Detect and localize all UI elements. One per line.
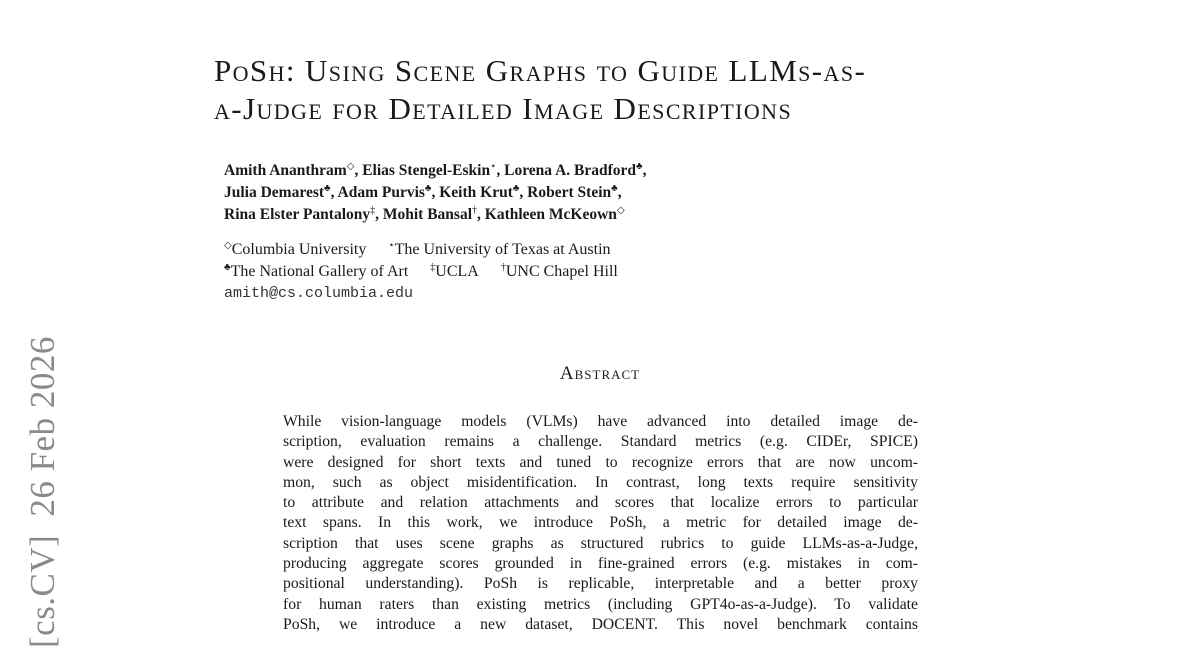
- arxiv-category: [cs.CV]: [23, 534, 62, 648]
- abstract-heading: Abstract: [559, 363, 641, 384]
- author: Adam Purvis♣,: [337, 183, 440, 201]
- affiliation-columbia: ◇Columbia University: [224, 240, 367, 258]
- affiliation-ucla: ‡UCLA: [430, 262, 479, 280]
- abstract-line: While vision-language models (VLMs) have advanced into detailed image de-: [283, 413, 918, 430]
- author: Robert Stein♣,: [527, 183, 622, 201]
- abstract-line: scription that uses scene graphs as structured rubrics to guide LLMs-as-a-Judge,: [283, 534, 918, 552]
- abstract-body: [283, 412, 918, 635]
- author: Amith Ananthram◇,: [224, 161, 363, 179]
- arxiv-date: 26 Feb 2026: [23, 336, 62, 517]
- author: Lorena A. Bradford♣,: [504, 161, 647, 179]
- abstract-line: to attribute and relation attachments and scores that localize errors to particular: [283, 494, 918, 512]
- paper-title: [214, 52, 1014, 128]
- abstract-line: mon, such as object misidentification. In contrast, long texts require sensitivity: [283, 473, 918, 491]
- abstract-line: text spans. In this work, we introduce PoSh, a metric for detailed image de-: [283, 514, 918, 532]
- author: Kathleen McKeown◇: [484, 205, 625, 223]
- paper-title-line-2: a-Judge for Detailed Image Descriptions: [214, 91, 793, 126]
- author-list: [224, 160, 864, 226]
- author: Julia Demarest♣,: [224, 183, 338, 201]
- affiliation-nga: ♣The National Gallery of Art: [224, 262, 409, 280]
- abstract-line: producing aggregate scores grounded in fine-grained errors (e.g. mistakes in com-: [283, 555, 918, 573]
- abstract-line: PoSh, we introduce a new dataset, DOCENT. This novel benchmark contains: [283, 615, 918, 633]
- affiliation-unc: †UNC Chapel Hill: [500, 262, 618, 280]
- author: Keith Krut♣,: [439, 183, 528, 201]
- affiliations: [224, 239, 824, 305]
- abstract-line: positional understanding). PoSh is replicable, interpretable and a better proxy: [283, 575, 918, 593]
- abstract-line: were designed for short texts and tuned to recognize errors that are now uncom-: [283, 453, 918, 471]
- author: Elias Stengel-Eskin⋆,: [362, 161, 505, 179]
- affiliation-texas: ⋆The University of Texas at Austin: [388, 240, 611, 258]
- abstract-line: for human raters than existing metrics (including GPT4o-as-a-Judge). To validate: [283, 595, 918, 613]
- author: Rina Elster Pantalony‡,: [224, 205, 383, 223]
- author-email[interactable]: amith@cs.columbia.edu: [224, 285, 414, 302]
- abstract-line: scription, evaluation remains a challenge. Standard metrics (e.g. CIDEr, SPICE): [283, 433, 918, 451]
- author: Mohit Bansal†,: [382, 205, 485, 223]
- paper-title-line-1: PoSh: Using Scene Graphs to Guide LLMs-as-: [214, 53, 867, 88]
